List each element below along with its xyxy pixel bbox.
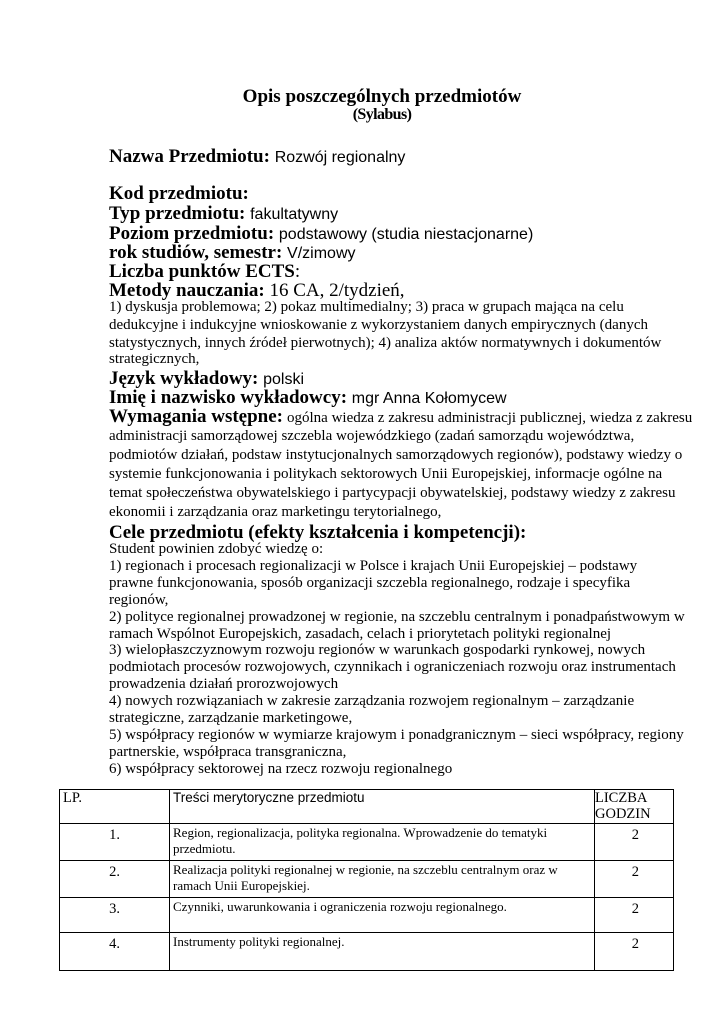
course-type-line: [109, 204, 338, 223]
row-number: 4.: [60, 933, 170, 971]
row-content: [170, 861, 595, 898]
row-content-line: Czynniki, uwarunkowania i ograniczenia rozwoju regionalnego.: [173, 899, 507, 914]
column-header-hours-line: LICZBA: [595, 790, 648, 806]
course-name-value: Rozwój regionalny: [274, 149, 406, 166]
goals-text-line: prawne funkcjonowania, sposób organizacji szczebla regionalnego, rodzaje i specyfika: [109, 575, 631, 591]
requirements-line: [109, 407, 692, 426]
requirements-text-line: administracji samorządowej szczebla wojewódzkiego (zadań samorządu województwa,: [109, 428, 635, 444]
course-name-label: Nazwa Przedmiotu:: [109, 146, 270, 167]
row-content-line: przedmiotu.: [173, 841, 236, 856]
lecturer-label: Imię i nazwisko wykładowcy:: [109, 387, 348, 408]
ects-colon: :: [294, 261, 301, 282]
row-content-line: Realizacja polityki regionalnej w regionie, na szczeblu centralnym oraz w: [173, 862, 558, 877]
course-name-line: [109, 147, 405, 166]
goals-text-line: 1) regionach i procesach regionalizacji w Polsce i krajach Unii Europejskiej – podstawy: [109, 558, 638, 574]
study-year-line: [109, 243, 356, 262]
goals-text-line: 6) współpracy sektorowej na rzecz rozwoju regionalnego: [109, 761, 453, 777]
ects-line: [109, 262, 300, 281]
table-row: [60, 824, 674, 861]
course-level-line: [109, 224, 533, 243]
requirements-text-line: podmiotów działań, podstaw instytucjonalnych samorządowych regionów), podstawy wiedzy o: [109, 447, 683, 463]
row-content: [170, 824, 595, 861]
column-header-lp: LP.: [60, 790, 170, 824]
course-type-label: Typ przedmiotu:: [109, 203, 246, 224]
course-content-table: [59, 789, 674, 971]
table-row: [60, 861, 674, 898]
course-type-value: fakultatywny: [250, 206, 339, 223]
row-number: 2.: [60, 861, 170, 898]
row-number: 3.: [60, 898, 170, 933]
language-line: [109, 369, 304, 388]
course-code-line: [109, 184, 249, 203]
goals-text-line: partnerskie, współpraca transgraniczna,: [109, 744, 347, 760]
language-label: Język wykładowy:: [109, 368, 259, 389]
teaching-methods-value: 16 CA, 2/tydzień,: [269, 280, 405, 301]
language-value: polski: [263, 371, 305, 388]
goals-text-line: ramach Wspólnot Europejskich, zasadach, celach i priorytetach polityki regionalnej: [109, 626, 612, 642]
column-header-hours-line: GODZIN: [595, 806, 651, 822]
requirements-label: Wymagania wstępne:: [109, 406, 283, 427]
requirements-text-line: systemie funkcjonowania i politykach sektorowych Unii Europejskiej, informacje ogólne na: [109, 466, 663, 482]
table-row: [60, 933, 674, 971]
teaching-methods-line: [109, 281, 405, 300]
column-header-hours: [595, 790, 674, 824]
row-hours: 2: [595, 861, 674, 898]
methods-text-line: strategicznych,: [109, 351, 200, 367]
goals-text-line: 5) współpracy regionów w wymiarze krajowym i ponadgranicznym – sieci współpracy, regiony: [109, 727, 684, 743]
row-content-line: Region, regionalizacja, polityka regionalna. Wprowadzenie do tematyki: [173, 825, 548, 840]
goals-text-line: 2) polityce regionalnej prowadzonej w regionie, na szczeblu centralnym i ponadpaństwowym w: [109, 609, 685, 625]
course-code-label: Kod przedmiotu:: [109, 183, 249, 204]
study-year-label: rok studiów, semestr:: [109, 242, 283, 263]
goals-text-line: 3) wielopłaszczyznowym rozwoju regionów w warunkach gospodarki rynkowej, nowych: [109, 642, 646, 658]
lecturer-line: [109, 388, 507, 407]
row-hours: 2: [595, 898, 674, 933]
document-title: Opis poszczególnych przedmiotów: [242, 86, 522, 107]
row-hours: 2: [595, 933, 674, 971]
ects-label: Liczba punktów ECTS: [109, 261, 295, 282]
goals-text-line: Student powinien zdobyć wiedzę o:: [109, 541, 324, 557]
methods-text-line: 1) dyskusja problemowa; 2) pokaz multimedialny; 3) praca w grupach mająca na celu: [109, 299, 624, 315]
teaching-methods-label: Metody nauczania:: [109, 280, 265, 301]
table-row: [60, 898, 674, 933]
methods-text-line: dedukcyjne i indukcyjne wnioskowanie z wykorzystaniem danych empirycznych (danych: [109, 317, 648, 333]
row-content: [170, 898, 595, 933]
goals-text-line: strategiczne, zarządzanie marketingowe,: [109, 710, 353, 726]
row-hours: 2: [595, 824, 674, 861]
row-number: 1.: [60, 824, 170, 861]
document-subtitle: (Sylabus): [352, 106, 412, 123]
lecturer-value: mgr Anna Kołomycew: [351, 390, 507, 407]
row-content: [170, 933, 595, 971]
row-content-line: ramach Unii Europejskiej.: [173, 878, 310, 893]
table-header-row: [60, 790, 674, 824]
goals-text-line: 4) nowych rozwiązaniach w zakresie zarządzania rozwojem regionalnym – zarządzanie: [109, 693, 635, 709]
requirements-text-line: ogólna wiedza z zakresu administracji publicznej, wiedza z zakresu: [287, 410, 693, 426]
course-level-label: Poziom przedmiotu:: [109, 223, 275, 244]
course-level-value: podstawowy (studia niestacjonarne): [278, 226, 534, 243]
study-year-value: V/zimowy: [287, 245, 356, 262]
goals-text-line: regionów,: [109, 592, 169, 608]
column-header-content: Treści merytoryczne przedmiotu: [170, 790, 595, 824]
goals-heading: Cele przedmiotu (efekty kształcenia i kompetencji):: [109, 522, 527, 543]
requirements-text-line: temat społeczeństwa obywatelskiego i partycypacji obywatelskiej, podstawy wiedzy z zakresu: [109, 485, 676, 501]
row-content-line: Instrumenty polityki regionalnej.: [173, 934, 345, 949]
goals-text-line: podmiotach procesów rozwojowych, czynnikach i ograniczeniach rozwoju oraz instrumentach: [109, 659, 676, 675]
requirements-text-line: ekonomii i zarządzania oraz marketingu terytorialnego,: [109, 504, 442, 520]
goals-text-line: prowadzenia działań prorozwojowych: [109, 676, 339, 692]
methods-text-line: statystycznych, innych źródeł pierwotnych); 4) analiza aktów normatywnych i dokumentów: [109, 335, 662, 351]
